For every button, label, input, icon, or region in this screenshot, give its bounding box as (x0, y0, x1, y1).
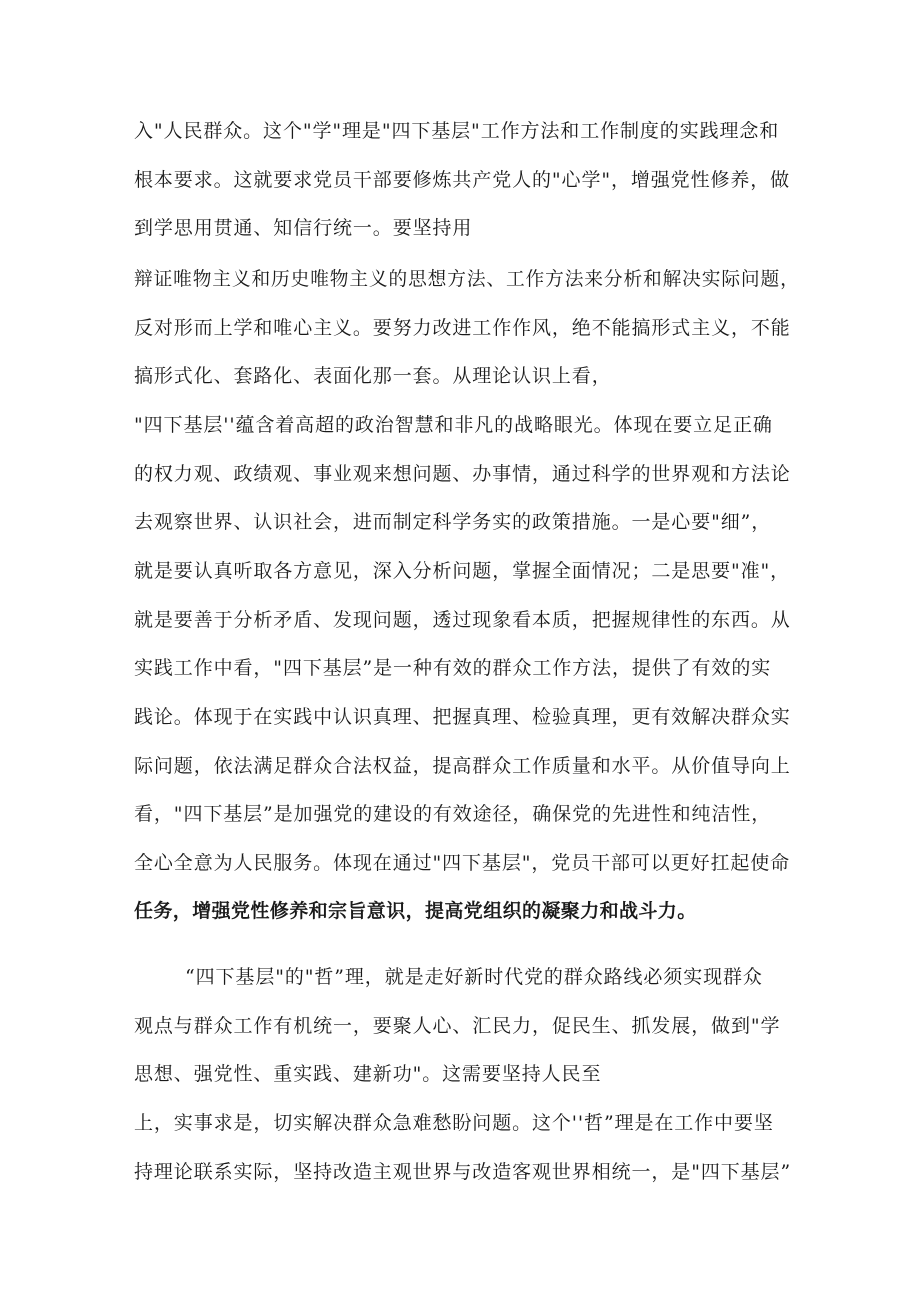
paragraph-line: 的权力观、政绩观、事业观来想问题、办事情，通过科学的世界观和方法论 (134, 463, 791, 485)
paragraph-line: "四下基层''蕴含着高超的政治智慧和非凡的战略眼光。体现在要立足正确 (134, 414, 773, 436)
paragraph-line: 际问题，依法满足群众合法权益，提高群众工作质量和水平。从价值导向上 (134, 755, 791, 777)
paragraph-line: 任务，增强党性修养和宗旨意识，提高党组织的凝聚力和战斗力。 (134, 900, 697, 922)
paragraph-line: 辩证唯物主义和历史唯物主义的思想方法、工作方法来分析和解决实际问题， (134, 268, 800, 290)
paragraph-line: 反对形而上学和唯心主义。要努力改进工作作风，绝不能搞形式主义，不能 (134, 317, 791, 339)
paragraph-line: 入"人民群众。这个"学"理是"四下基层"工作方法和工作制度的实践理念和 (134, 120, 780, 142)
paragraph-line: 到学思用贯通、知信行统一。要坚持用 (134, 217, 473, 239)
paragraph-line: 就是要善于分析矛盾、发现问题，透过现象看本质，把握规律性的东西。从 (134, 609, 791, 631)
paragraph-line: 思想、强党性、重实践、建新功"。这需要坚持人民至 (134, 1063, 602, 1085)
paragraph-line: 践论。体现于在实践中认识真理、把握真理、检验真理，更有效解决群众实 (134, 706, 791, 728)
paragraph-line: 上，实事求是，切实解决群众急难愁盼问题。这个''哲”理是在工作中要坚 (134, 1112, 774, 1134)
paragraph-line: 看，"四下基层”是加强党的建设的有效途径，确保党的先进性和纯洁性， (134, 803, 772, 825)
paragraph-first-line: “四下基层"的"哲”理，就是走好新时代党的群众路线必须实现群众 (185, 966, 763, 988)
paragraph-line: 就是要认真听取各方意见，深入分析问题，掌握全面情况；二是思要"准"， (134, 560, 791, 582)
paragraph-line: 持理论联系实际，坚持改造主观世界与改造客观世界相统一，是"四下基层” (134, 1161, 792, 1183)
paragraph-line: 去观察世界、认识社会，进而制定科学务实的政策措施。一是心要"细”， (134, 511, 772, 533)
paragraph-line: 全心全意为人民服务。体现在通过"四下基层"，党员干部可以更好扛起使命 (134, 852, 791, 874)
paragraph-line: 观点与群众工作有机统一，要聚人心、汇民力，促民生、抓发展，做到"学 (134, 1015, 781, 1037)
paragraph-line: 搞形式化、套路化、表面化那一套。从理论认识上看， (134, 365, 612, 387)
paragraph-line: 根本要求。这就要求党员干部要修炼共产党人的"心学"，增强党性修养，做 (134, 169, 791, 191)
paragraph-line: 实践工作中看，"四下基层”是一种有效的群众工作方法，提供了有效的实 (134, 657, 772, 679)
